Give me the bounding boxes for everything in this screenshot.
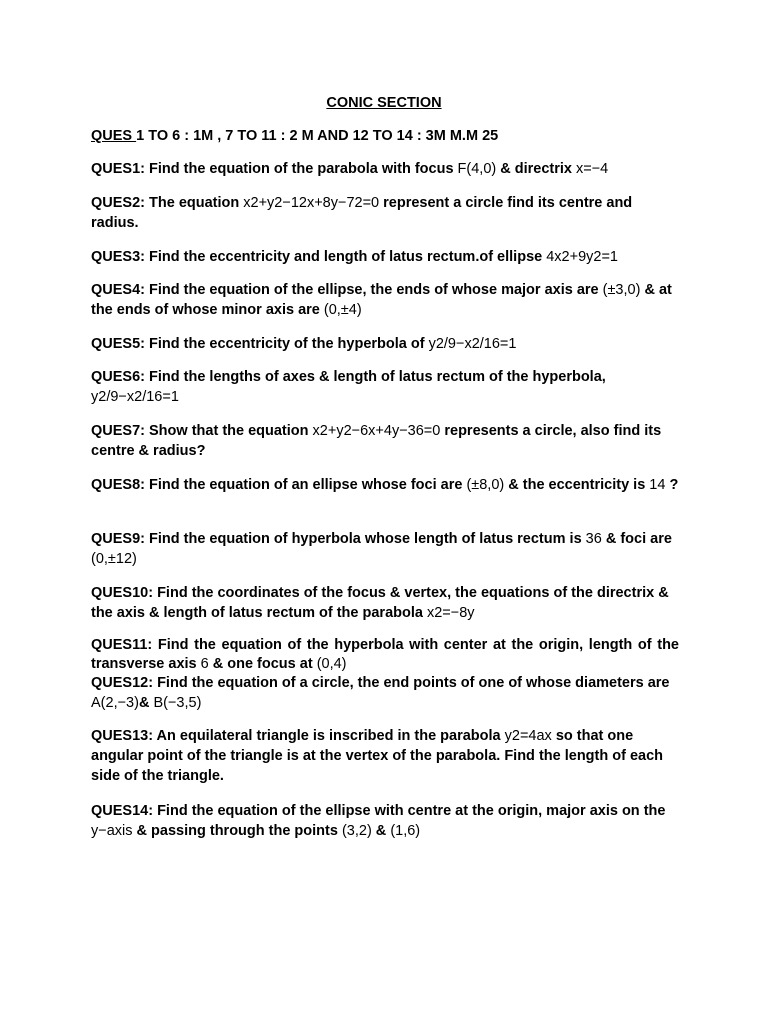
question-3-text: QUES3: Find the eccentricity and length of latus rectum.of ellipse	[91, 249, 547, 265]
question-14-point-1: (3,2)	[341, 823, 372, 839]
question-4-text: QUES4: Find the equation of the ellipse, the ends of whose major axis are	[91, 282, 603, 298]
question-13-text: QUES13: An equilateral triangle is inscribed in the parabola	[91, 728, 505, 744]
question-4-minor-ends: (0,±4)	[323, 302, 362, 318]
question-14	[91, 801, 679, 841]
question-6-text: QUES6: Find the lengths of axes & length of latus rectum of the hyperbola,	[91, 369, 606, 385]
question-2-text: QUES2: The equation	[91, 195, 244, 211]
question-10	[91, 583, 679, 623]
question-8-eccentricity: 14	[649, 477, 666, 493]
question-7-text: QUES7: Show that the equation	[91, 423, 313, 439]
question-1-text-2: & directrix	[496, 161, 576, 177]
question-5	[91, 334, 679, 354]
question-14-text-2: & passing through the points	[132, 823, 342, 839]
question-2-equation: x2+y2−12x+8y−72=0	[243, 195, 380, 211]
question-4-major-ends: (±3,0)	[602, 282, 641, 298]
question-8-foci: (±8,0)	[466, 477, 505, 493]
question-14-text: QUES14: Find the equation of the ellipse with centre at the origin, major axis on the	[91, 803, 666, 819]
question-3	[91, 247, 679, 267]
question-11	[91, 636, 679, 674]
question-13	[91, 726, 679, 786]
question-7-text-2: represents a circle, also find its centre & radius?	[91, 423, 662, 459]
question-7-equation: x2+y2−6x+4y−36=0	[312, 423, 441, 439]
question-6-equation: y2/9−x2/16=1	[91, 389, 179, 405]
question-8-text-2: & the eccentricity is	[504, 477, 650, 493]
question-13-equation: y2=4ax	[504, 728, 552, 744]
question-9-text-2: & foci are	[601, 531, 672, 547]
question-12-point-a: A(2,−3)	[91, 695, 139, 711]
marks-prefix: QUES	[91, 128, 137, 144]
question-2	[91, 193, 679, 233]
question-11-text-2: & one focus at	[208, 656, 317, 672]
question-1-text: QUES1: Find the equation of the parabola with focus	[91, 161, 458, 177]
question-14-text-3: &	[371, 823, 391, 839]
question-9-text: QUES9: Find the equation of hyperbola whose length of latus rectum is	[91, 531, 586, 547]
question-10-text: QUES10: Find the coordinates of the focus & vertex, the equations of the directrix & the axis & length of latus rectum of the parabola	[91, 585, 669, 621]
question-9-latus-rectum: 36	[585, 531, 602, 547]
question-5-equation: y2/9−x2/16=1	[428, 336, 517, 352]
question-8	[91, 475, 679, 495]
question-3-equation: 4x2+9y2=1	[546, 249, 618, 265]
question-12-point-b: B(−3,5)	[153, 695, 202, 711]
marks-detail: 1 TO 6 : 1M , 7 TO 11 : 2 M AND 12 TO 14 : 3M M.M 25	[136, 128, 499, 144]
page-title: CONIC SECTION	[326, 95, 442, 111]
question-12	[91, 673, 679, 713]
question-12-text-2: &	[138, 695, 154, 711]
question-11-axis-length: 6	[200, 656, 209, 672]
question-9	[91, 529, 679, 569]
question-4-text-2: & at the ends of whose minor axis are	[91, 282, 672, 318]
question-11-text: QUES11: Find the equation of the hyperbola with center at the origin, length of the transverse axis	[91, 637, 679, 672]
question-1	[91, 159, 679, 179]
question-11-focus: (0,4)	[316, 656, 347, 672]
question-13-text-2: so that one angular point of the triangle is at the vertex of the parabola. Find the length of each side of the triangle.	[91, 728, 664, 784]
question-5-text: QUES5: Find the eccentricity of the hyperbola of	[91, 336, 429, 352]
question-10-equation: x2=−8y	[426, 605, 475, 621]
question-9-foci: (0,±12)	[91, 551, 137, 567]
question-14-point-2: (1,6)	[390, 823, 421, 839]
question-14-axis: y−axis	[91, 823, 133, 839]
question-1-focus: F(4,0)	[457, 161, 497, 177]
question-7	[91, 421, 679, 461]
question-2-text-2: represent a circle find its centre and radius.	[91, 195, 633, 231]
question-12-text: QUES12: Find the equation of a circle, the end points of one of whose diameters are	[91, 675, 670, 691]
question-8-text-3: ?	[665, 477, 679, 493]
marks-scheme	[91, 126, 679, 146]
question-6	[91, 367, 679, 407]
question-1-directrix: x=−4	[576, 161, 609, 177]
question-4	[91, 280, 679, 320]
question-8-text: QUES8: Find the equation of an ellipse whose foci are	[91, 477, 467, 493]
